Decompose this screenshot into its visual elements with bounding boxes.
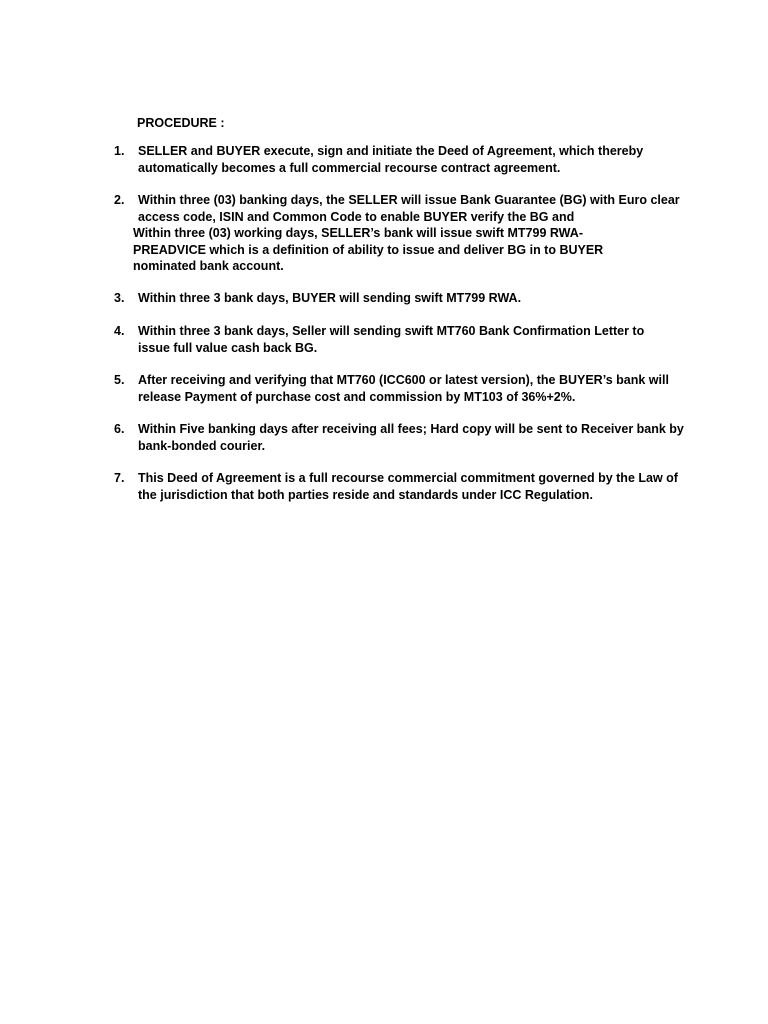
item-number: 4. (114, 324, 125, 338)
procedure-item-3 (114, 290, 714, 307)
item-line: bank-bonded courier. (138, 438, 266, 453)
item-number: 5. (114, 373, 125, 387)
item-line: This Deed of Agreement is a full recourse commercial commitment governed by the Law of (138, 471, 678, 485)
item-line: Within three (03) working days, SELLER’s bank will issue swift MT799 RWA- (133, 226, 583, 240)
item-line: SELLER and BUYER execute, sign and initiate the Deed of Agreement, which thereby (138, 144, 644, 158)
item-line: release Payment of purchase cost and commission by MT103 of 36%+2%. (138, 389, 576, 404)
item-line: After receiving and verifying that MT760 (ICC600 or latest version), the BUYER’s bank will (138, 373, 669, 387)
item-line: PREADVICE which is a definition of ability to issue and deliver BG in to BUYER (133, 242, 604, 257)
item-line: Within three (03) banking days, the SELLER will issue Bank Guarantee (BG) with Euro clear (138, 193, 680, 207)
procedure-item-5 (114, 372, 714, 405)
procedure-item-4 (114, 323, 714, 356)
procedure-item-2 (114, 192, 714, 275)
item-number: 7. (114, 471, 125, 485)
procedure-heading: PROCEDURE : (137, 116, 225, 130)
item-line: access code, ISIN and Common Code to enable BUYER verify the BG and (138, 209, 575, 224)
procedure-item-7 (114, 470, 714, 503)
item-line: Within three 3 bank days, BUYER will sending swift MT799 RWA. (138, 291, 522, 305)
item-line: automatically becomes a full commercial recourse contract agreement. (138, 160, 561, 175)
procedure-item-6 (114, 421, 714, 454)
item-number: 1. (114, 144, 125, 158)
item-number: 6. (114, 422, 125, 436)
item-line: nominated bank account. (133, 259, 284, 273)
item-line: the jurisdiction that both parties reside and standards under ICC Regulation. (138, 487, 593, 502)
item-number: 2. (114, 193, 125, 207)
item-line: Within three 3 bank days, Seller will sending swift MT760 Bank Confirmation Letter to (138, 324, 645, 338)
item-line: Within Five banking days after receiving all fees; Hard copy will be sent to Receiver bank by (138, 422, 684, 436)
item-number: 3. (114, 291, 125, 305)
item-line: issue full value cash back BG. (138, 340, 318, 355)
procedure-item-1 (114, 143, 714, 176)
